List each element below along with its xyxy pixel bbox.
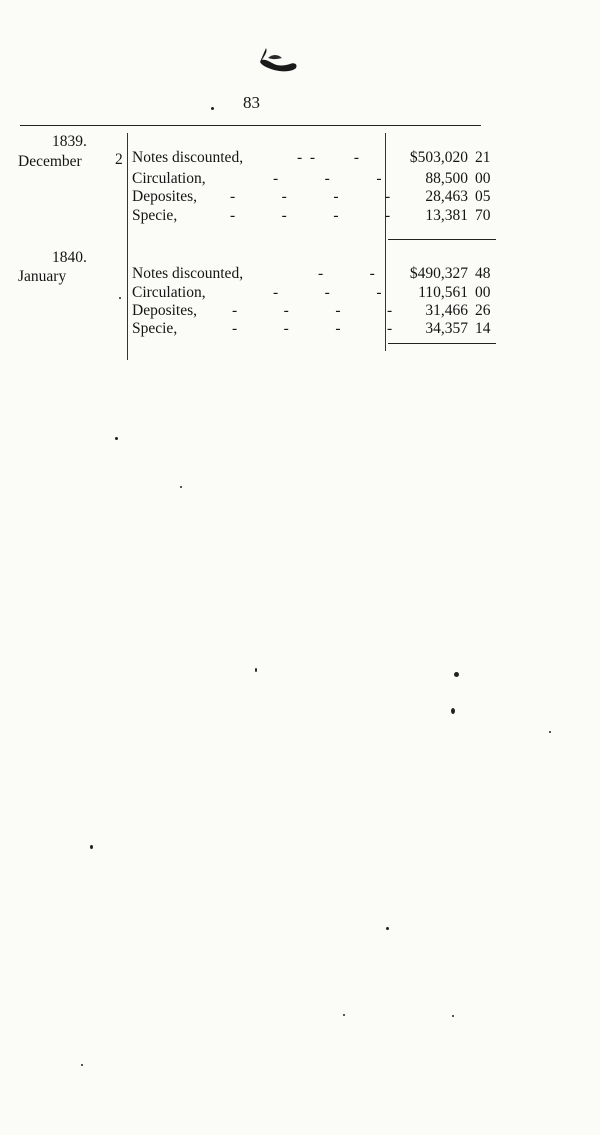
ink-speck — [81, 1064, 83, 1066]
entry-cents: 21 — [475, 149, 491, 166]
entry-cents: 26 — [475, 302, 491, 319]
leader-dashes: - - - — [297, 149, 359, 166]
ink-speck — [211, 107, 214, 110]
leader-dashes: - - - — [273, 170, 382, 187]
entry-cents: 05 — [475, 188, 491, 205]
entry-dollars: $503,020 — [409, 149, 468, 166]
entry-label: Notes discounted, — [132, 265, 244, 282]
entry-label: Circulation, — [132, 170, 206, 187]
entry-label: Circulation, — [132, 284, 206, 301]
section-month: December — [18, 153, 82, 170]
entry-dollars: $490,327 — [409, 265, 468, 282]
section-year: 1839. — [52, 133, 87, 150]
table-top-rule — [20, 125, 481, 126]
entry-dollars: 28,463 — [425, 188, 468, 205]
section-rule — [388, 343, 496, 344]
entry-label: Notes discounted, — [132, 149, 244, 166]
entry-label: Deposites, — [132, 188, 198, 205]
entry-cents: 70 — [475, 207, 491, 224]
entry-cents: 48 — [475, 265, 491, 282]
ink-speck — [451, 708, 455, 714]
entry-dollars: 34,357 — [425, 320, 468, 337]
section-rule — [388, 239, 496, 240]
entry-dollars: 13,381 — [425, 207, 468, 224]
entry-label: Deposites, — [132, 302, 198, 319]
printer-ornament-icon — [252, 42, 302, 82]
ink-speck — [90, 845, 93, 849]
ink-speck — [255, 668, 257, 672]
entry-label: Specie, — [132, 320, 178, 337]
entry-cents: 00 — [475, 284, 491, 301]
ink-speck — [452, 1015, 454, 1017]
ink-speck — [549, 731, 551, 733]
section-year: 1840. — [52, 249, 87, 266]
section-day: 2 — [115, 151, 123, 168]
ink-speck — [454, 672, 459, 677]
ink-speck — [115, 437, 118, 440]
ink-speck — [119, 297, 121, 299]
leader-dashes: - - - - — [232, 302, 393, 319]
page-number: 83 — [243, 93, 260, 112]
leader-dashes: - - — [318, 265, 375, 282]
entry-dollars: 110,561 — [418, 284, 468, 301]
leader-dashes: - - - - — [230, 207, 391, 224]
entry-dollars: 88,500 — [425, 170, 468, 187]
leader-dashes: - - - - — [230, 188, 391, 205]
ink-speck — [343, 1014, 345, 1016]
leader-dashes: - - - — [273, 284, 382, 301]
entry-cents: 14 — [475, 320, 491, 337]
column-rule-date — [127, 133, 128, 360]
ink-speck — [386, 927, 389, 930]
ink-speck — [180, 486, 182, 488]
entry-dollars: 31,466 — [425, 302, 468, 319]
entry-label: Specie, — [132, 207, 178, 224]
section-month: January — [18, 268, 67, 285]
leader-dashes: - - - - — [232, 320, 393, 337]
entry-cents: 00 — [475, 170, 491, 187]
